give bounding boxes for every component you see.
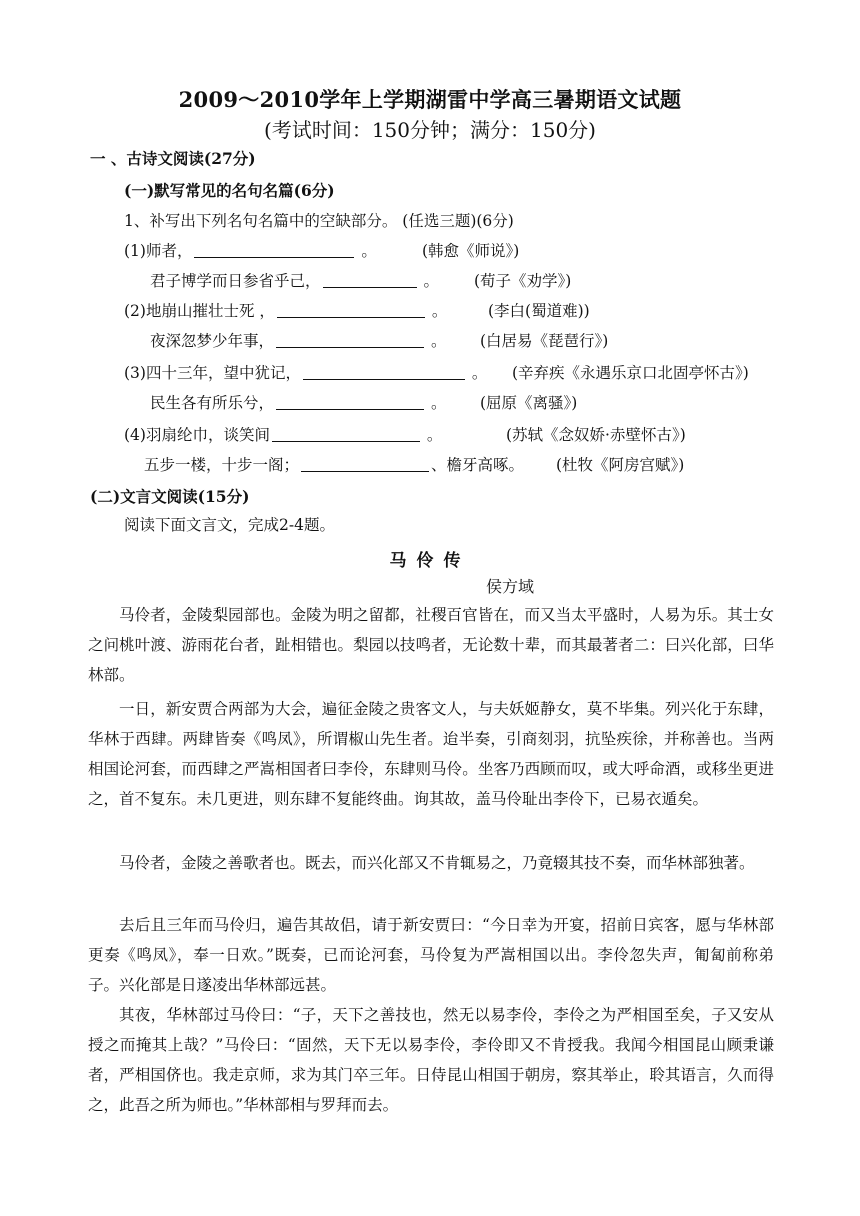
item-source: (李白(蜀道难)) — [488, 302, 590, 320]
article-paragraph: 马伶者，金陵之善歌者也。既去，而兴化部又不肯辄易之，乃竟辍其技不奏，而华林部独著。 — [119, 854, 755, 872]
item-suffix: 。 — [426, 332, 447, 350]
part2-heading: (二)文言文阅读(15分) — [90, 487, 250, 506]
item-suffix: 、檐牙高啄。 — [431, 456, 525, 474]
answer-blank[interactable] — [272, 426, 420, 442]
item-prefix: 民生各有所乐兮， — [150, 394, 275, 412]
item-suffix: 。 — [466, 364, 488, 382]
item-suffix: 。 — [418, 272, 439, 290]
part1-instruction: 1、补写出下列名句名篇中的空缺部分。 (任选三题)(6分) — [124, 212, 514, 230]
article-paragraph: 马伶者，金陵梨园部也。金陵为明之留都，社稷百官皆在，而又当太平盛时，人易为乐。其士女之问桃叶渡、游雨花台者，趾相错也。梨园以技鸣者，无论数十辈，而其最著者二：曰兴化部，曰华林部。 — [88, 606, 774, 684]
fill-blank-item — [124, 300, 447, 322]
item-prefix: (4)羽扇纶巾，谈笑间 — [124, 426, 270, 444]
item-source: (屈原《离骚》) — [480, 394, 578, 412]
item-source: (杜牧《阿房宫赋》) — [556, 456, 685, 474]
article-paragraph: 其夜，华林部过马伶曰：“子，天下之善技也，然无以易李伶，李伶之为严相国至矣，子又安从授之而掩其上哉？”马伶曰：“固然，天下无以易李伶，李伶即又不肯授我。我闻今相国昆山顾秉谦者，严相国侪也。我走京师，求为其门卒三年。日侍昆山相国于朝房，察其举止，聆其语言，久而得之，此吾之所为师也。”华林部相与罗拜而去。 — [88, 1006, 774, 1114]
page-subtitle: (考试时间：150分钟；满分：150分) — [264, 118, 596, 142]
fill-blank-item — [150, 330, 446, 352]
page-title: 2009～2010学年上学期湖雷中学高三暑期语文试题 — [178, 87, 682, 112]
item-prefix: 夜深忽梦少年事， — [150, 332, 275, 350]
item-source: (白居易《琵琶行》) — [480, 332, 609, 350]
fill-blank-item — [124, 362, 487, 384]
item-suffix: 。 — [421, 426, 443, 444]
fill-blank-item — [124, 240, 377, 262]
fill-blank-item — [144, 454, 524, 476]
answer-blank[interactable] — [276, 394, 424, 410]
item-source: (苏轼《念奴娇·赤壁怀古》) — [506, 426, 686, 444]
answer-blank[interactable] — [303, 364, 465, 380]
answer-blank[interactable] — [276, 332, 424, 348]
item-prefix: (1)师者， — [124, 242, 193, 260]
item-prefix: 君子博学而日参省乎己， — [150, 272, 321, 290]
part2-instruction: 阅读下面文言文，完成2-4题。 — [124, 516, 335, 534]
item-suffix: 。 — [356, 242, 377, 260]
item-suffix: 。 — [426, 302, 448, 320]
article-paragraph: 去后且三年而马伶归，遍告其故侣，请于新安贾曰：“今日幸为开宴，招前日宾客，愿与华林部更奏《鸣凤》，奉一日欢。”既奏，已而论河套，马伶复为严嵩相国以出。李伶忽失声，匍匐前称弟子。兴化部是日遂凌出华林部远甚。 — [88, 916, 774, 994]
fill-blank-item — [124, 424, 442, 446]
item-source: (荀子《劝学》) — [474, 272, 572, 290]
article-title: 马伶传 — [389, 551, 471, 571]
fill-blank-item — [150, 392, 446, 414]
item-suffix: 。 — [426, 394, 447, 412]
fill-blank-item — [150, 270, 439, 292]
article-paragraph: 一日，新安贾合两部为大会，遍征金陵之贵客文人，与夫妖姬静女，莫不毕集。列兴化于东肆，华林于西肆。两肆皆奏《鸣凤》，所谓椒山先生者。迨半奏，引商刻羽，抗坠疾徐，并称善也。当两相国论河套，而西肆之严嵩相国者曰李伶，东肆则马伶。坐客乃西顾而叹，或大呼命酒，或移坐更进之，首不复东。未几更进，则东肆不复能终曲。询其故，盖马伶耻出李伶下，已易衣遁矣。 — [88, 700, 774, 808]
answer-blank[interactable] — [194, 242, 354, 258]
item-prefix: 五步一楼，十步一阁； — [144, 456, 300, 474]
answer-blank[interactable] — [301, 456, 429, 472]
item-prefix: (2)地崩山摧壮士死 ， — [124, 302, 275, 320]
item-source: (辛弃疾《永遇乐京口北固亭怀古》) — [512, 364, 749, 382]
section-heading: 一 、古诗文阅读(27分) — [90, 149, 256, 168]
answer-blank[interactable] — [277, 302, 425, 318]
answer-blank[interactable] — [323, 272, 417, 288]
article-author: 侯方域 — [486, 577, 535, 596]
item-prefix: (3)四十三年，望中犹记， — [124, 364, 301, 382]
part1-heading: (一)默写常见的名句名篇(6分) — [124, 181, 335, 200]
item-source: (韩愈《师说》) — [422, 242, 520, 260]
